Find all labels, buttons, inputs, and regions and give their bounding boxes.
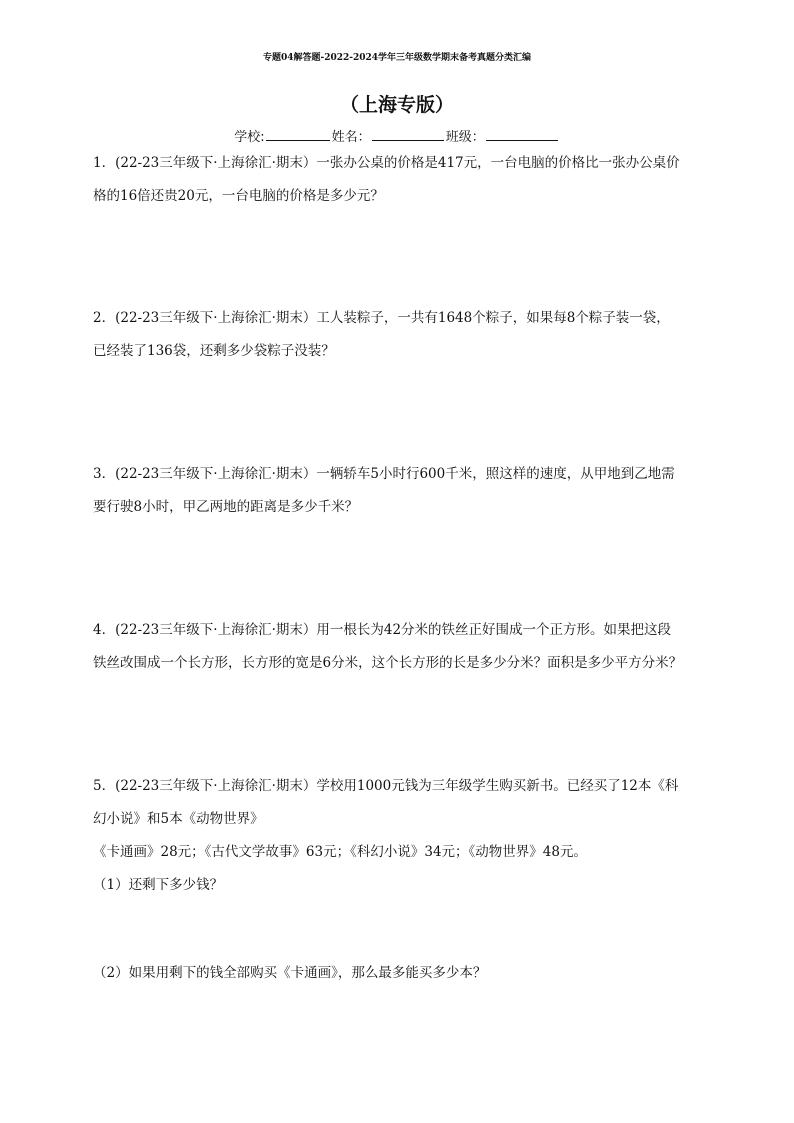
- name-blank: [372, 128, 444, 141]
- question-5: [93, 770, 705, 902]
- class-label: 班级：: [445, 130, 485, 145]
- question-line: 3．(22-23三年级下·上海徐汇·期末）一辆轿车5小时行600千米，照这样的速度，从甲地到乙地需: [93, 466, 675, 482]
- question-subpart-2: （2）如果用剩下的钱全部购买《卡通画》，那么最多能买多少本？: [93, 965, 487, 981]
- question-line: 5．(22-23三年级下·上海徐汇·期末）学校用1000元钱为三年级学生购买新书。已经买了12本《科: [93, 778, 679, 794]
- question-line: 已经装了136袋，还剩多少袋粽子没装？: [93, 343, 335, 359]
- question-2: [93, 302, 705, 368]
- question-line: 《卡通画》28元；《古代文学故事》63元；《科幻小说》34元；《动物世界》48元。: [93, 844, 587, 860]
- school-blank: [266, 128, 330, 141]
- question-line: 铁丝改围成一个长方形，长方形的宽是6分米，这个长方形的长是多少分米？面积是多少平方分米？: [93, 655, 683, 671]
- class-blank: [486, 128, 558, 141]
- name-label: 姓名：: [331, 130, 371, 145]
- student-info-line: [0, 126, 794, 145]
- document-title: 专题04解答题-2022-2024学年三年级数学期末备考真题分类汇编: [262, 53, 532, 63]
- school-label: 学校:: [234, 130, 265, 145]
- question-line: 4．(22-23三年级下·上海徐汇·期末）用一根长为42分米的铁丝正好围成一个正方形。如果把这段: [93, 622, 672, 638]
- question-line: 2．(22-23三年级下·上海徐汇·期末）工人装粽子，一共有1648个粽子，如果每8个粽子装一袋，: [93, 310, 670, 326]
- question-line: 格的16倍还贵20元，一台电脑的价格是多少元？: [93, 188, 384, 204]
- question-4: [93, 614, 705, 680]
- question-line: 1．(22-23三年级下·上海徐汇·期末）一张办公桌的价格是417元，一台电脑的价格比一张办公桌价: [93, 155, 680, 171]
- question-3: [93, 458, 705, 524]
- question-1: [93, 147, 705, 213]
- question-line: 幻小说》和5本《动物世界》: [93, 811, 264, 827]
- question-subpart-1: （1）还剩下多少钱？: [93, 877, 224, 893]
- question-line: 要行驶8小时，甲乙两地的距离是多少千米？: [93, 499, 359, 515]
- document-subtitle: （上海专版）: [339, 94, 454, 116]
